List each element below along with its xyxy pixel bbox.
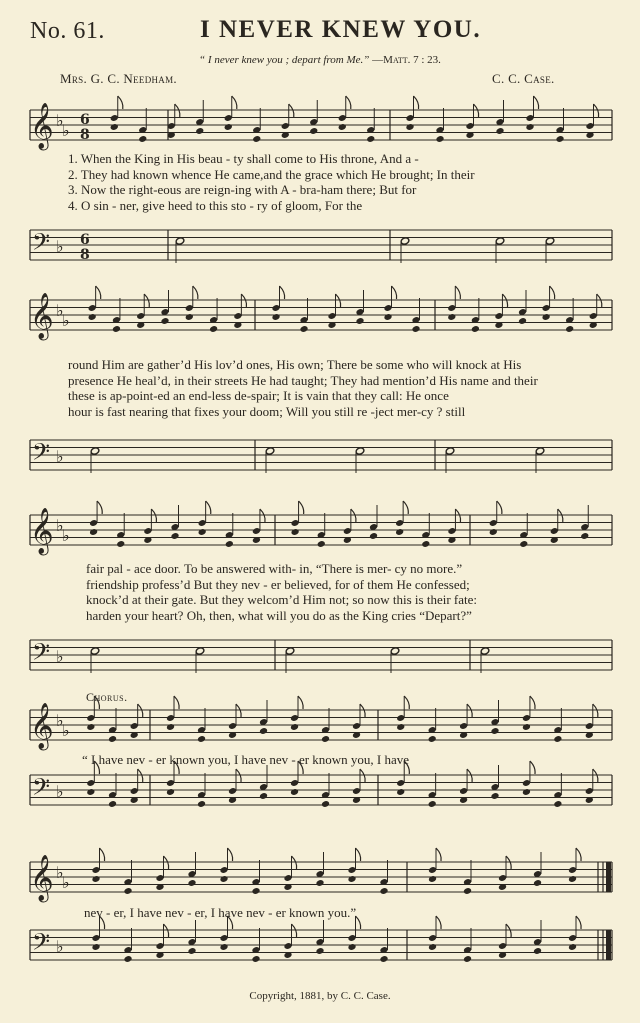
hymn-number: No. 61.: [30, 18, 105, 44]
sys1-treble-note-low-0: [110, 123, 119, 131]
chorus-lyric-line1: “ I have nev - er known you, I have nev - er known you, I have: [82, 752, 410, 767]
sys4-bass-c-note-low-4: [522, 788, 531, 796]
verse4-line2: hour is fast nearing that fixes your doom; Will you still re -ject mer-cy ? still: [68, 403, 466, 419]
sys2-treble-b-note-low-0: [271, 313, 280, 321]
treble-staff-5: [30, 862, 612, 892]
sys5-bass-note-low-5: [251, 955, 260, 963]
sys5-bass-note-low-9: [379, 955, 388, 963]
sys3-bass-note-2: [285, 647, 295, 655]
sys1-treble-note-low-5: [252, 135, 261, 143]
sys4-bass-c-note-low-3: [490, 792, 499, 800]
sys2-treble-c-flag-0: [455, 286, 460, 299]
sys3-treble-note-low-5: [225, 540, 234, 548]
sys1-bass-note-1: [400, 237, 410, 245]
sys2-treble-b-flag-4: [392, 286, 397, 299]
sys1-treble-note-low-7: [309, 127, 318, 135]
sys1-treble-flag-0: [118, 96, 123, 109]
verse4-line3: harden your heart? Oh, then, what will you do as the King cries “Depart?”: [86, 607, 472, 623]
sys5-bass-b-flag-0: [436, 916, 441, 929]
sys5-treble-note-low-3: [187, 879, 196, 887]
sys3-treble-note-low-1: [116, 540, 125, 548]
sys4-treble-note-low-0: [86, 723, 95, 731]
chorus-label: Chorus.: [86, 690, 128, 704]
treble-clef-1: 𝄞: [30, 103, 54, 149]
sys2-treble-c-note-low-0: [447, 313, 456, 321]
verse2-line1: 2. They had known whence He came,and the grace which He brought; In their: [68, 166, 475, 182]
sys3-treble-flag-0: [97, 501, 102, 514]
key-flat-1b: ♭: [62, 121, 70, 140]
sys1-treble-note-low-3: [195, 127, 204, 135]
sys4-treble-b-note-low-3: [259, 727, 268, 735]
verse-block-system3: [86, 561, 477, 623]
treble-clef-5: 𝄞: [30, 855, 54, 901]
key-flat-2a: ♭: [56, 301, 64, 320]
sys4-bass-b-note-low-4: [290, 788, 299, 796]
verse3-line3: knock’d at their gate. But they welcom’d Him not; so now this is their fate:: [86, 592, 478, 607]
key-flat-5a: ♭: [56, 863, 64, 882]
sys5-treble-flag-8: [356, 848, 361, 861]
sys2-treble-c-note-low-4: [542, 313, 551, 321]
sys2-treble-note-low-3: [160, 317, 169, 325]
verse3-line1: 3. Now the right-eous are reign-ing with A - bra-ham there; But for: [68, 182, 417, 197]
sys1-treble-flag-4: [232, 96, 237, 109]
sys4-bass-c-note-low-5: [553, 800, 562, 808]
sys1-treble-b-note-low-3: [495, 127, 504, 135]
sys3-treble-b-note-low-0: [291, 528, 300, 536]
sys1-treble-note-low-9: [366, 135, 375, 143]
sys5-bass-b-note-low-3: [533, 947, 542, 955]
sys2-bass-note-1: [265, 447, 275, 455]
sys4-treble-c-flag-4: [530, 696, 535, 709]
sys3-treble-c-flag-0: [497, 501, 502, 514]
chorus-lyric-line2: nev - er, I have nev - er, I have nev - er known you.”: [84, 905, 357, 920]
sys5-bass-b-flag-4: [576, 916, 581, 929]
sys2-treble-note-low-1: [112, 325, 121, 333]
final-barline-treble: [606, 862, 611, 892]
sys2-treble-note-low-0: [88, 313, 97, 321]
sys4-treble-b-flag-0: [174, 696, 179, 709]
sys1-treble-flag-8: [346, 96, 351, 109]
time-sig-bottom-1: 8: [80, 127, 90, 143]
sys5-bass-b-note-low-1: [463, 955, 472, 963]
sys1-treble-b-note-low-4: [525, 123, 534, 131]
sys2-treble-b-note-low-5: [411, 325, 420, 333]
sys4-bass-note-low-0: [86, 788, 95, 796]
bass-time-bottom-1: 8: [80, 247, 90, 263]
verse3-line2: these is ap-point-ed an end-less de-spair; It is vain that they call: He once: [68, 388, 449, 403]
sys5-treble-note-low-1: [123, 887, 132, 895]
sys4-treble-b-note-low-4: [290, 723, 299, 731]
sys5-treble-b-note-low-1: [463, 887, 472, 895]
sys3-bass-note-1: [195, 647, 205, 655]
bass-staff-3: [30, 640, 612, 670]
sys5-treble-flag-0: [100, 848, 105, 861]
verse2-line2: presence He heal’d, in their streets He had taught; They had mention’d His name and their: [68, 372, 538, 388]
sys3-treble-b-flag-0: [299, 501, 304, 514]
sys2-bass-note-0: [90, 447, 100, 455]
sys2-treble-b-note-low-3: [355, 317, 364, 325]
sys4-treble-c-note-low-3: [490, 727, 499, 735]
sys3-bass-note-3: [390, 647, 400, 655]
sys2-treble-c-note-low-1: [471, 325, 480, 333]
bass-clef-3: 𝄢: [32, 638, 51, 671]
sys3-treble-note-low-4: [198, 528, 207, 536]
sys4-treble-c-note-low-1: [428, 735, 437, 743]
sys4-bass-b-note-low-3: [259, 792, 268, 800]
sys3-treble-b-note-low-1: [317, 540, 326, 548]
sys5-bass-note-low-1: [123, 955, 132, 963]
verse1-line3: fair pal - ace door. To be answered with- in, “There is mer- cy no more.”: [86, 561, 463, 576]
sys5-treble-b-note-low-3: [533, 879, 542, 887]
verse1-line1: 1. When the King in His beau - ty shall come to His throne, And a -: [68, 151, 419, 166]
sys5-treble-b-flag-0: [436, 848, 441, 861]
key-flat-4a: ♭: [56, 711, 64, 730]
sys5-bass-note-low-7: [315, 947, 324, 955]
sys4-treble-b-flag-4: [298, 696, 303, 709]
sys5-bass-flag-8: [356, 916, 361, 929]
verse4-line1: 4. O sin - ner, give heed to this sto - ry of gloom, For the: [68, 197, 363, 213]
bass-time-top-1: 6: [80, 232, 90, 248]
key-flat-b4: ♭: [56, 782, 64, 801]
verse2-line3: friendship profess’d But they nev - er believed, for of them He confessed;: [86, 576, 470, 592]
sys3-treble-b-note-low-5: [421, 540, 430, 548]
sys1-bass-note-3: [545, 237, 555, 245]
sys1-treble-note-low-8: [338, 123, 347, 131]
verse-block-system1: [68, 151, 475, 213]
sys2-treble-b-note-low-4: [383, 313, 392, 321]
sys2-treble-note-low-4: [185, 313, 194, 321]
sys1-bass-note-0: [175, 237, 185, 245]
treble-staff-3: [30, 515, 612, 545]
copyright-notice: Copyright, 1881, by C. C. Case.: [249, 990, 391, 1002]
key-flat-3b: ♭: [62, 526, 70, 545]
key-flat-1a: ♭: [56, 111, 64, 130]
hymn-title: I NEVER KNEW YOU.: [200, 16, 482, 43]
bass-clef-5: 𝄢: [32, 928, 51, 961]
treble-staff-2: [30, 300, 612, 330]
epigraph-quote: “ I never knew you ; depart from Me.”: [199, 54, 370, 66]
sys2-bass-note-4: [535, 447, 545, 455]
sys5-bass-note-low-4: [219, 943, 228, 951]
sys5-treble-b-flag-4: [576, 848, 581, 861]
sys3-treble-c-note-low-3: [580, 532, 589, 540]
sys4-bass-c-flag-4: [530, 761, 535, 774]
sys5-treble-flag-4: [228, 848, 233, 861]
sys2-treble-flag-4: [193, 286, 198, 299]
sys4-treble-c-note-low-0: [396, 723, 405, 731]
treble-clef-4: 𝄞: [30, 703, 54, 749]
sys3-treble-note-low-0: [89, 528, 98, 536]
bass-clef-1: 𝄢: [32, 228, 51, 261]
key-flat-b3: ♭: [56, 647, 64, 666]
sys4-treble-b-note-low-5: [321, 735, 330, 743]
final-barline-bass: [606, 930, 611, 960]
composer-credit: C. C. Case.: [492, 71, 555, 86]
sys4-bass-note-low-1: [108, 800, 117, 808]
sys2-treble-b-flag-0: [280, 286, 285, 299]
sys4-treble-b-note-low-1: [197, 735, 206, 743]
treble-clef-3: 𝄞: [30, 508, 54, 554]
sys3-treble-b-note-low-3: [369, 532, 378, 540]
verse-block-system2: [68, 357, 538, 419]
sys4-bass-b-note-low-0: [166, 788, 175, 796]
sys4-treble-c-flag-0: [404, 696, 409, 709]
sys5-treble-note-low-4: [219, 875, 228, 883]
epigraph-reference: —Matt. 7 : 23.: [372, 54, 441, 66]
sys2-treble-flag-0: [96, 286, 101, 299]
sys2-bass-note-3: [445, 447, 455, 455]
key-flat-b2: ♭: [56, 447, 64, 466]
sys5-treble-note-low-9: [379, 887, 388, 895]
sys2-treble-c-note-low-3: [518, 317, 527, 325]
sys1-treble-b-note-low-0: [405, 123, 414, 131]
sys4-treble-c-note-low-5: [553, 735, 562, 743]
sys5-bass-note-low-0: [91, 943, 100, 951]
sys3-bass-note-4: [480, 647, 490, 655]
sys1-bass-note-2: [495, 237, 505, 245]
sys1-treble-b-note-low-5: [555, 135, 564, 143]
time-sig-top-1: 6: [80, 112, 90, 128]
sys3-bass-note-0: [90, 647, 100, 655]
bass-clef-4: 𝄢: [32, 773, 51, 806]
key-flat-b5: ♭: [56, 937, 64, 956]
sys5-treble-note-low-7: [315, 879, 324, 887]
sys3-treble-c-note-low-1: [519, 540, 528, 548]
sys4-bass-c-note-low-0: [396, 788, 405, 796]
bass-staff-5: [30, 930, 612, 960]
sys4-bass-c-note-low-1: [428, 800, 437, 808]
sys4-bass-b-note-low-5: [321, 800, 330, 808]
sys2-treble-c-flag-4: [550, 286, 555, 299]
sys5-bass-note-low-3: [187, 947, 196, 955]
sys2-bass-note-2: [355, 447, 365, 455]
sys4-treble-note-low-1: [108, 735, 117, 743]
sys2-treble-b-note-low-1: [299, 325, 308, 333]
sys4-treble-c-note-low-4: [522, 723, 531, 731]
sys3-treble-c-note-low-0: [489, 528, 498, 536]
sys5-bass-b-note-low-0: [428, 943, 437, 951]
sys5-treble-note-low-8: [347, 875, 356, 883]
sys3-treble-flag-4: [206, 501, 211, 514]
sys4-treble-b-note-low-0: [166, 723, 175, 731]
sys3-treble-b-flag-4: [403, 501, 408, 514]
sys2-treble-c-note-low-5: [565, 325, 574, 333]
sys5-bass-note-low-8: [347, 943, 356, 951]
sys1-treble-b-flag-4: [534, 96, 539, 109]
key-flat-4b: ♭: [62, 721, 70, 740]
bass-staff-2: [30, 440, 612, 470]
sys5-bass-b-note-low-4: [568, 943, 577, 951]
sys5-treble-b-note-low-0: [428, 875, 437, 883]
bass-clef-2: 𝄢: [32, 438, 51, 471]
sys5-treble-note-low-0: [91, 875, 100, 883]
treble-clef-2: 𝄞: [30, 293, 54, 339]
sys1-treble-note-low-1: [138, 135, 147, 143]
bass-staff-1: [30, 230, 612, 260]
sys1-treble-note-low-4: [224, 123, 233, 131]
verse1-line2: round Him are gather’d His lov’d ones, His own; There be some who will knock at His: [68, 357, 522, 372]
lyricist-credit: Mrs. G. C. Needham.: [60, 71, 177, 86]
key-flat-5b: ♭: [62, 873, 70, 892]
sys4-bass-b-note-low-1: [197, 800, 206, 808]
sys3-treble-b-note-low-4: [395, 528, 404, 536]
sys5-treble-note-low-5: [251, 887, 260, 895]
sys1-treble-b-note-low-1: [435, 135, 444, 143]
sys3-treble-note-low-3: [170, 532, 179, 540]
key-flat-2b: ♭: [62, 311, 70, 330]
sys5-treble-b-note-low-4: [568, 875, 577, 883]
sys1-treble-b-flag-0: [414, 96, 419, 109]
key-flat-3a: ♭: [56, 516, 64, 535]
key-flat-b1: ♭: [56, 237, 64, 256]
sys2-treble-note-low-5: [209, 325, 218, 333]
